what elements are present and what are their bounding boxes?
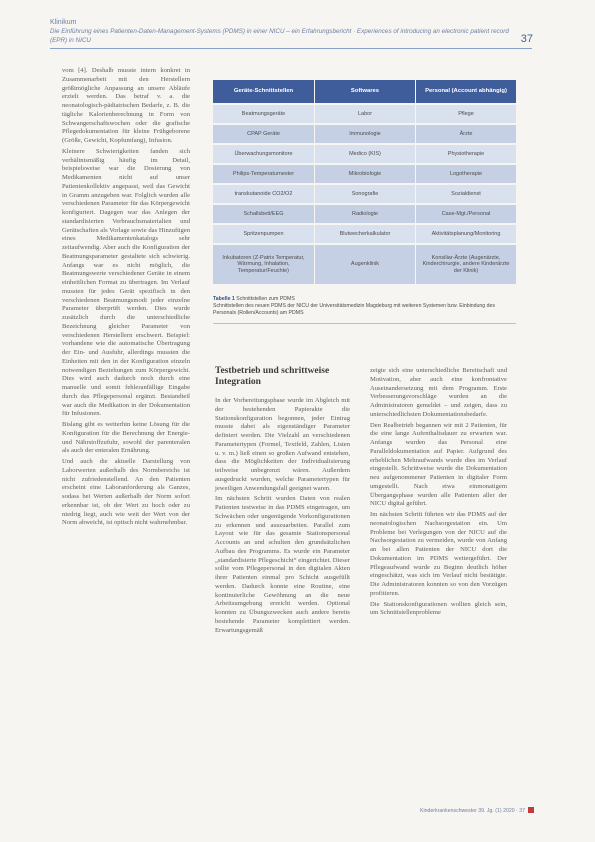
table-cell: Inkubatoren (Z-Patrix Temperatur, Wärmung, Inhalation, Temperatur/Feuchte): [213, 243, 314, 284]
section-heading: Testbetrieb und schrittweise Integration: [215, 366, 330, 387]
table-cell: Mikrobiologie: [314, 163, 415, 183]
table-cell: Beatmungsgeräte: [213, 103, 314, 123]
table-row: [213, 143, 516, 163]
table-row: [213, 123, 516, 143]
paragraph: Im nächsten Schritt wurden Daten von realen Patienten testweise in das PDMS eingetragen, um Schwächen oder ungenügende Vorkonfigurationen zu erkennen und auszuarbeiten. Parallel zum Layout wie für das gesamte Stationspersonal Accounts an und schulten den grundsätzlichen Aufbau des Programms. Es wurde ein Parameter „standardisierte Pflegeschicht“ eingerichtet. Dieser sollte vom Pflegepersonal in den digitalen Akten ihrer Patienten einmal pro Schicht ausgefüllt werden. Dadurch konnte eine Routine, eine kontinuierliche Gewöhnung an die neue Arbeitsumgebung erreicht werden. Optional konnten zu Übungszwecken auch andere bereits bestehende Parameter komplettiert werden. Erwartungsgemäß: [215, 495, 350, 634]
caption-label: Tabelle 1: [213, 296, 235, 302]
interfaces-table: [213, 80, 516, 284]
column-header-staff: Personal (Account abhängig): [415, 80, 516, 103]
table-row: [213, 183, 516, 203]
table-row: [213, 103, 516, 123]
journal-footer: Kinderkrankenschwester 39. Jg. (1) 2020 · 37: [420, 808, 525, 814]
table-cell: Labor: [314, 103, 415, 123]
table-cell: Blutwecherkalkulator: [314, 223, 415, 243]
table-cell: Philips-Temperaturnester: [213, 163, 314, 183]
header-divider: [50, 48, 532, 49]
table-cell: Medico (KIS): [314, 143, 415, 163]
paragraph: vom [4]. Deshalb musste intern konkret in Zusammenarbeit mit den Herstellern größtmögliche Anpassung an unsere Abläufe erzielt werden. Das betraf v. a. die neonatologisch-pädiatrischen Bedarfe, z. B. die tägliche Kalorienberechnung in Form von Schwangerschaftswochen oder die grafische Pflegedokumentation für kleine Frühgeborene (Größe, Gewicht, Kopfumfang), Infusion.: [62, 67, 190, 144]
table-cell: Pflege: [415, 103, 516, 123]
table-cell: CPAP Geräte: [213, 123, 314, 143]
paragraph: Bislang gibt es weiterhin keine Lösung für die Konfiguration für die Berechnung der Energie- und Nährstoffzufuhr, sowohl der parenteralen als auch der enteralen Ernährung.: [62, 421, 190, 455]
paragraph: Und auch die aktuelle Darstellung von Laborwerten außerhalb des Normbereichs ist nicht zufriedenstellend. An den Patienten erscheint eine Laboranforderung als Ganzes, sodass bei Werten außerhalb der Norm sofort erkennbar ist, ob der Wert zu hoch oder zu niedrig liegt, auch wie weit der Wert von der Norm abweicht, ist optisch nicht wahrnehmbar.: [62, 458, 190, 527]
table-row: [213, 203, 516, 223]
table-cell: Physiotherapie: [415, 143, 516, 163]
caption-title: Schnittstellen zum PDMS: [236, 296, 295, 302]
table-cell: Logotherapie: [415, 163, 516, 183]
table-cell: Immunologie: [314, 123, 415, 143]
journal-rubric: Klinikum: [50, 19, 77, 26]
table-caption: [213, 296, 516, 318]
table-cell: transkutanoide CO2/O2: [213, 183, 314, 203]
table-cell: Ärzte: [415, 123, 516, 143]
table-cell: Spritzenpumpen: [213, 223, 314, 243]
paragraph: Im nächsten Schritt führten wir das PDMS auf der neonatologischen Nachsorgestation ein. Um Probleme bei Verlegungen von der NICU auf die Nachsorgestation zu vermeiden, wurde von Anfang an bei allen Patienten der NICU dort die Dokumentation im PDMS weitergeführt. Der Pflegeaufwand wurde zu Beginn deutlich höher eingeschätzt, was sich im Verlauf nicht bestätigte. Die Administratoren konnten so von den Vorzügen profitieren.: [370, 511, 507, 597]
table-cell: Radiologie: [314, 203, 415, 223]
table-row: [213, 163, 516, 183]
table-row: [213, 223, 516, 243]
paragraph: Den Realbetrieb begannen wir mit 2 Patienten, für die eine lange Aufenthaltsdauer zu erwarten war. Anfangs wurden das Personal eine Paralleldokumentation auf Papier. Aufgrund des erheblichen Mehraufwands wurde dies im Verlauf eingestellt. Schrittweise wurde die Dokumentation neu aufgenommener Patienten in digitaler Form umgestellt. Nach etwa einmonatigem Übergangsphase wurden alle Patienten aller der NICU digital geführt.: [370, 421, 507, 508]
right-text-column: [370, 367, 507, 620]
table-cell: Überwachungsmonitore: [213, 143, 314, 163]
running-title: Die Einführung eines Patienten-Daten-Management-Systems (PDMS) in einer NICU – ein Erfahrungsbericht · Experiences of introducing an electronic patient record (EPR) in NICU: [50, 28, 509, 44]
table-row: [213, 243, 516, 284]
table-cell: Aktivitätsplanung/Monitoring: [415, 223, 516, 243]
table: [213, 80, 516, 284]
footer-marker: [528, 807, 534, 813]
paragraph: Kleinere Schwierigkeiten fanden sich verhältnismäßig häufig im Detail, beispielsweise war die Dosierung von Medikamenten nicht auf unser Patientenkollektiv angepasst, weil das Gewicht in Gramm anzugeben war. Folglich wurden alle verschiedenen Parameter für das Körpergewicht konfiguriert. Dagegen war das Anlegen der standardisierten Verbrauchsmaterialien und Gerätschaften als Vorlage sowie das Hinzufügen eines Medikamentenkatalogs sehr zeitaufwendig. Aber auch die Konfiguration der Beatmungsparameter gestaltete sich schwierig. Anfangs war es nicht möglich, die Beatmungswerte verschiedener Geräte in einem einheitlichen Format zu übertragen. Im Verlauf mussten für jedes Gerät spezifisch in den verschiedenen Beatmungsmodi jeder einzelne Parameter überprüft werden. Dies wurde zusätzlich durch die unterschiedliche Bezeichnung gleicher Parameter von verschiedenen Herstellern erschwert. Beispiel: vorhandene wie die automatische Übertragung der Ein- und Ausfuhr, allerdings mussten die Einheiten mit den in der Konfiguration einzeln notwendigen Beziehungen zum Körpergewicht. Dies wird auch dadurch noch durch eine manuelle und somit fehleranfällige Eingabe durch das Pflegepersonal ergänzt. Bestandteil war auch die Medikation in der Dokumentation für Infusionen.: [62, 147, 190, 418]
table-cell: Konsiliar-Ärzte (Augenärzte, Kinderchirurgie, andere Kinderärzte der Klinik): [415, 243, 516, 284]
column-header-software: Softwares: [314, 80, 415, 103]
paragraph: Die Stationskonfigurationen wollten gleich sein, um Schnittstellenprobleme: [370, 600, 507, 617]
table-cell: Sonografie: [314, 183, 415, 203]
caption-source: Schnittstellen des neuen PDMS der NICU der Universitätsmedizin Magdeburg mit weiteren Systemen bzw. Einbindung des Personals (Rollen/Accounts) am PDMS: [213, 303, 495, 317]
table-header-row: [213, 80, 516, 103]
column-header-devices: Geräte-Schnittstellen: [213, 80, 314, 103]
caption-divider: [213, 323, 516, 324]
left-text-column: [62, 67, 190, 530]
middle-text-column: [215, 397, 350, 637]
table-cell: Schallsbett/EEG: [213, 203, 314, 223]
table-cell: Case-Mgt./Personal: [415, 203, 516, 223]
table-cell: Sozialdienst: [415, 183, 516, 203]
paragraph: In der Vorbereitungsphase wurde im Abgleich mit der bestehenden Papierakte die Stationskonfiguration begonnen, jeder Eintrag musste dabei als eigenständiger Parameter definiert werden. Die Vielzahl an verschiedenen Parametertypen (Formel, Textfeld, Zahlen, Listen u. v. m.) ließ einen so großen Aufwand entstehen, dass die Möglichkeiten der Individualisierung teilweise unbegrenzt wären. Außerdem ausgedruckt wurden, welche Parametertypen für jeweiligen Anwendungsfall geeignet waren.: [215, 397, 350, 492]
page-number: 37: [520, 33, 533, 45]
paragraph: zeigte sich eine unterschiedliche Bereitschaft und Motivation, aber auch eine konfrontative Auseinandersetzung mit dem Programm. Erste Verbesserungsvorschläge wurden an die Administratoren gemeldet – und zeigen, dass zu unterschiedlichsten Dokumentationsbedarfe.: [370, 367, 507, 418]
table-cell: Augenklinik: [314, 243, 415, 284]
